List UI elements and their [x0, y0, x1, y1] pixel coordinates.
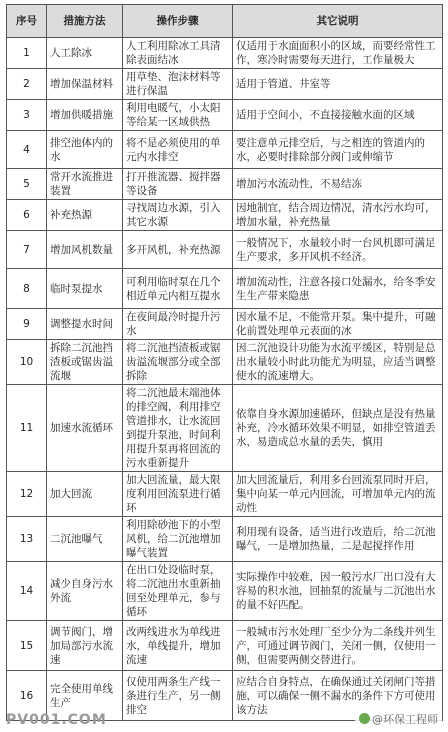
table-row — [7, 621, 443, 671]
cell-no: 8 — [7, 269, 47, 309]
cell-no: 11 — [7, 385, 47, 472]
cell-method: 增加保温材料 — [47, 69, 123, 100]
cell-notes: 增加流动性，注意各接口处漏水，给冬季安生生产带来隐患 — [233, 269, 443, 309]
cell-notes: 要注意单元排空后，与之相连的管道内的水，必要时排除部分阀门或伸缩节 — [233, 131, 443, 169]
cell-method: 调节阀门，增加局部污水流速 — [47, 621, 123, 671]
cell-method: 增加供暖措施 — [47, 100, 123, 131]
table-row — [7, 200, 443, 231]
cell-notes: 因地制宜，结合周边情况，清水污水均可，增加水量，补充热量 — [233, 200, 443, 231]
account-logo-icon — [359, 713, 370, 724]
cell-no: 12 — [7, 472, 47, 517]
cell-notes: 依靠自身水源加速循环，但缺点是没有热量补充，冷水循环效果不明显，如排空管道丢水，易造成总水量的丢失，慎用 — [233, 385, 443, 472]
table-row — [7, 69, 443, 100]
cell-notes: 应结合自身特点，在确保通过关闭闸门等措施，可以确保一侧不漏水的条件下方可使用该方法 — [233, 671, 443, 721]
cell-method: 二沉池曝气 — [47, 517, 123, 562]
cell-no: 9 — [7, 309, 47, 340]
table-row — [7, 231, 443, 269]
cell-notes: 一般城市污水处理厂至少分为二条线并列生产，可通过调节阀门，关闭一侧，仅使用一侧，但需要两侧交替进行。 — [233, 621, 443, 671]
cell-no: 15 — [7, 621, 47, 671]
table-row — [7, 169, 443, 200]
cell-steps: 将二沉池最末端池体的排空阀，利用排空管道排水，让水流回到提升泵池，时间利用提升泵再将回流的污水重新提升 — [123, 385, 233, 472]
cell-steps: 打开推流器、搅拌器等设备 — [123, 169, 233, 200]
cell-notes: 一般情况下，水量较小时一台风机即可满足生产要求，多开风机不经济。 — [233, 231, 443, 269]
cell-no: 2 — [7, 69, 47, 100]
cell-steps: 寻找周边水源，引入其它水源 — [123, 200, 233, 231]
cell-no: 1 — [7, 38, 47, 69]
cell-notes: 增加污水流动性，不易结冻 — [233, 169, 443, 200]
watermark-site: PV001.COM — [6, 712, 107, 728]
cell-steps: 将二沉池挡渣板或锯齿溢流堰部分或全部拆除 — [123, 340, 233, 385]
table-row — [7, 131, 443, 169]
table-row — [7, 517, 443, 562]
cell-steps: 仅使用两条生产线一条进行生产，另一侧排空 — [123, 671, 233, 721]
table-row — [7, 309, 443, 340]
cell-method: 拆除二沉池挡渣板或锯齿溢流堰 — [47, 340, 123, 385]
cell-notes: 加大回流量后，利用多台回流泵同时开启，集中向某一单元内回流，可增加单元内的流动性 — [233, 472, 443, 517]
cell-method: 调整提水时间 — [47, 309, 123, 340]
header-notes: 其它说明 — [233, 5, 443, 38]
table-row — [7, 269, 443, 309]
table-row — [7, 100, 443, 131]
cell-steps: 多开风机，补充热源 — [123, 231, 233, 269]
cell-no: 4 — [7, 131, 47, 169]
table-row — [7, 385, 443, 472]
header-steps: 操作步骤 — [123, 5, 233, 38]
cell-notes: 仅适用于水面面积小的区域，而要经常性工作，寒冷时需要每天进行，工作量极大 — [233, 38, 443, 69]
cell-notes: 实际操作中较难，因一般污水厂出口没有大容易的积水池，回抽泵的流量与二沉池出水的量不好匹配。 — [233, 562, 443, 621]
cell-no: 7 — [7, 231, 47, 269]
table-row — [7, 340, 443, 385]
cell-steps: 人工利用除冰工具清除表面结冰 — [123, 38, 233, 69]
cell-no: 16 — [7, 671, 47, 721]
cell-no: 5 — [7, 169, 47, 200]
cell-steps: 利用除砂池下的小型风机，给二沉池增加曝气装置 — [123, 517, 233, 562]
cell-steps: 加大回流量，最大限度利用回流泵进行循环 — [123, 472, 233, 517]
measures-table — [6, 4, 443, 721]
table-row — [7, 472, 443, 517]
cell-method: 加大回流 — [47, 472, 123, 517]
cell-no: 13 — [7, 517, 47, 562]
cell-notes: 因水量不足，不能常开泵。集中提升，可融化前置处理单元表面的冰 — [233, 309, 443, 340]
table-header-row — [7, 5, 443, 38]
cell-steps: 在出口处设临时泵，将二沉池出水重新抽回至处理单元，参与循环 — [123, 562, 233, 621]
cell-steps: 在夜间最冷时提升污水 — [123, 309, 233, 340]
cell-steps: 用草垫、泡沫材料等进行保温 — [123, 69, 233, 100]
cell-method: 增加风机数量 — [47, 231, 123, 269]
cell-notes: 适用于管道、井室等 — [233, 69, 443, 100]
cell-steps: 利用电暖气，小太阳等给某一区域供热 — [123, 100, 233, 131]
cell-notes: 利用现有设备，适当进行改造后，给二沉池曝气，一是增加热量，二是起搅拌作用 — [233, 517, 443, 562]
cell-steps: 可利用临时泵在几个相近单元内相互提水 — [123, 269, 233, 309]
cell-steps: 将不是必须使用的单元内水排空 — [123, 131, 233, 169]
table-row — [7, 562, 443, 621]
table-body — [7, 38, 443, 721]
cell-no: 10 — [7, 340, 47, 385]
table-row — [7, 38, 443, 69]
cell-method: 完全使用单线生产 — [47, 671, 123, 721]
cell-method: 人工除冰 — [47, 38, 123, 69]
cell-method: 补充热源 — [47, 200, 123, 231]
cell-notes: 适用于空间小，不直接接触水面的区域 — [233, 100, 443, 131]
header-method: 措施方法 — [47, 5, 123, 38]
watermark-account-text: @环保工程师 — [372, 713, 438, 726]
cell-no: 6 — [7, 200, 47, 231]
cell-method: 加速水流循环 — [47, 385, 123, 472]
cell-method: 临时泵提水 — [47, 269, 123, 309]
cell-steps: 改两线进水为单线进水，单线提升，增加流速 — [123, 621, 233, 671]
cell-no: 14 — [7, 562, 47, 621]
watermark-account — [355, 710, 442, 728]
cell-method: 排空池体内的水 — [47, 131, 123, 169]
cell-no: 3 — [7, 100, 47, 131]
cell-method: 减少自身污水外流 — [47, 562, 123, 621]
cell-method: 常开水流推进装置 — [47, 169, 123, 200]
cell-notes: 因二沉池设计功能为水流平缓区，特别是总出水量较小时此功能尤为明显，应适当调整使水的流速增大。 — [233, 340, 443, 385]
header-no: 序号 — [7, 5, 47, 38]
